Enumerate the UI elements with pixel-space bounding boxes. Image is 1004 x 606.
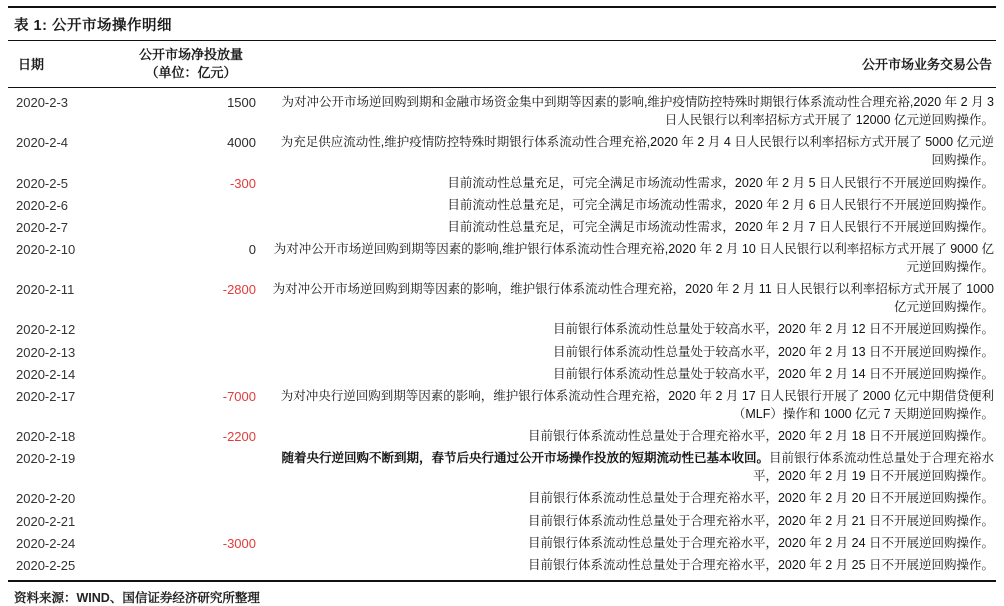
table-title: 表 1: 公开市场操作明细 bbox=[14, 18, 172, 34]
table-row bbox=[8, 318, 996, 340]
net-injection-cell bbox=[122, 218, 256, 220]
announcement-text: 为对冲公开市场逆回购到期和金融市场资金集中到期等因素的影响,维护疫情防控特殊时期银行体系流动性合理充裕,2020 年 2 月 3 日人民银行以利率招标方式开展了 12000 亿元逆回购操作。 bbox=[281, 95, 994, 128]
net-injection-cell bbox=[122, 556, 256, 558]
table-row bbox=[8, 510, 996, 532]
announcement-cell bbox=[270, 387, 996, 423]
table-row bbox=[8, 216, 996, 238]
table-row bbox=[8, 278, 996, 318]
announcement-cell bbox=[270, 174, 996, 192]
table-row bbox=[8, 363, 996, 385]
net-injection-cell bbox=[122, 196, 256, 198]
table-row bbox=[8, 532, 996, 554]
announcement-cell bbox=[270, 365, 996, 383]
announcement-cell bbox=[270, 534, 996, 552]
announcement-cell bbox=[270, 512, 996, 530]
announcement-cell bbox=[270, 320, 996, 338]
date-cell: 2020-2-25 bbox=[16, 557, 76, 573]
table-body bbox=[8, 88, 996, 576]
announcement-text: 目前银行体系流动性总量处于较高水平，2020 年 2 月 14 日不开展逆回购操作。 bbox=[552, 366, 994, 381]
table-row bbox=[8, 447, 996, 487]
table-row bbox=[8, 385, 996, 425]
announcement-cell bbox=[270, 133, 996, 169]
date-cell: 2020-2-17 bbox=[16, 388, 76, 404]
date-cell: 2020-2-6 bbox=[16, 197, 69, 213]
announcement-text: 目前流动性总量充足，可完全满足市场流动性需求，2020 年 2 月 7 日人民银行不开展逆回购操作。 bbox=[447, 219, 994, 234]
net-injection-cell bbox=[122, 449, 256, 451]
column-header-net-line1: 公开市场净投放量 bbox=[138, 47, 243, 62]
net-injection-cell: 1500 bbox=[227, 95, 256, 111]
net-injection-cell bbox=[122, 365, 256, 367]
date-cell: 2020-2-10 bbox=[16, 241, 76, 257]
announcement-text: 目前银行体系流动性总量处于合理充裕水平，2020 年 2 月 25 日不开展逆回购操作。 bbox=[527, 557, 994, 572]
table-row bbox=[8, 554, 996, 576]
date-cell: 2020-2-11 bbox=[16, 282, 75, 298]
date-cell: 2020-2-24 bbox=[16, 535, 76, 551]
announcement-cell bbox=[270, 343, 996, 361]
announcement-cell bbox=[270, 218, 996, 236]
net-injection-cell bbox=[122, 343, 256, 345]
column-header-date: 日期 bbox=[18, 57, 45, 73]
announcement-text: 为对冲央行逆回购到期等因素的影响，维护银行体系流动性合理充裕，2020 年 2 月 17 日人民银行开展了 2000 亿元中期借贷便利（MLF）操作和 1000 亿元 7 天期逆回购操作。 bbox=[280, 388, 994, 421]
announcement-text: 目前银行体系流动性总量处于合理充裕水平，2020 年 2 月 20 日不开展逆回购操作。 bbox=[527, 491, 994, 506]
date-cell: 2020-2-20 bbox=[16, 491, 76, 507]
announcement-text: 目前银行体系流动性总量处于较高水平，2020 年 2 月 12 日不开展逆回购操作。 bbox=[552, 322, 994, 337]
table-row bbox=[8, 487, 996, 509]
announcement-text: 目前银行体系流动性总量处于较高水平，2020 年 2 月 13 日不开展逆回购操作。 bbox=[552, 344, 994, 359]
net-injection-cell: -7000 bbox=[222, 388, 256, 404]
date-cell: 2020-2-21 bbox=[16, 513, 76, 529]
net-injection-cell: -2800 bbox=[222, 282, 256, 298]
announcement-text: 为充足供应流动性,维护疫情防控特殊时期银行体系流动性合理充裕,2020 年 2 月 4 日人民银行以利率招标方式开展了 5000 亿元逆回购操作。 bbox=[280, 135, 994, 168]
announcement-text: 目前银行体系流动性总量处于合理充裕水平，2020 年 2 月 21 日不开展逆回购操作。 bbox=[527, 513, 994, 528]
net-injection-cell bbox=[122, 489, 256, 491]
announcement-text: 目前银行体系流动性总量处于合理充裕水平，2020 年 2 月 18 日不开展逆回购操作。 bbox=[527, 429, 994, 444]
date-cell: 2020-2-5 bbox=[16, 175, 69, 191]
date-cell: 2020-2-4 bbox=[16, 135, 69, 151]
announcement-text: 目前流动性总量充足，可完全满足市场流动性需求，2020 年 2 月 5 日人民银行不开展逆回购操作。 bbox=[447, 175, 994, 190]
table-row bbox=[8, 238, 996, 278]
net-injection-cell: 0 bbox=[248, 241, 256, 257]
net-injection-cell: 4000 bbox=[227, 135, 256, 151]
table-row bbox=[8, 91, 996, 131]
net-injection-cell: -300 bbox=[229, 175, 256, 191]
table-header-row bbox=[8, 41, 996, 88]
table-title-bar bbox=[8, 8, 996, 40]
table-row bbox=[8, 194, 996, 216]
announcement-text: 目前银行体系流动性总量处于合理充裕水平，2020 年 2 月 19 日不开展逆回购操作。 bbox=[752, 451, 994, 484]
net-injection-cell bbox=[122, 512, 256, 514]
announcement-text: 目前流动性总量充足，可完全满足市场流动性需求，2020 年 2 月 6 日人民银行不开展逆回购操作。 bbox=[447, 197, 994, 212]
source-note: 资料来源：WIND、国信证券经济研究所整理 bbox=[14, 590, 260, 605]
date-cell: 2020-2-13 bbox=[16, 344, 76, 360]
table-row bbox=[8, 341, 996, 363]
announcement-text: 目前银行体系流动性总量处于合理充裕水平，2020 年 2 月 24 日不开展逆回购操作。 bbox=[527, 535, 994, 550]
date-cell: 2020-2-18 bbox=[16, 429, 76, 445]
column-header-announcement: 公开市场业务交易公告 bbox=[861, 57, 992, 73]
announcement-text: 为对冲公开市场逆回购到期等因素的影响，维护银行体系流动性合理充裕，2020 年 2 月 11 日人民银行以利率招标方式开展了 1000 亿元逆回购操作。 bbox=[272, 282, 994, 315]
date-cell: 2020-2-14 bbox=[16, 366, 76, 382]
announcement-bold-text: 随着央行逆回购不断到期，春节后央行通过公开市场操作投放的短期流动性已基本收回。 bbox=[281, 451, 769, 466]
announcement-cell bbox=[270, 489, 996, 507]
date-cell: 2020-2-7 bbox=[16, 219, 69, 235]
date-cell: 2020-2-19 bbox=[16, 451, 76, 467]
announcement-cell bbox=[270, 240, 996, 276]
net-injection-cell: -2200 bbox=[222, 429, 256, 445]
announcement-cell bbox=[270, 556, 996, 574]
announcement-text: 为对冲公开市场逆回购到期等因素的影响,维护银行体系流动性合理充裕,2020 年 2 月 10 日人民银行以利率招标方式开展了 9000 亿元逆回购操作。 bbox=[273, 241, 994, 275]
announcement-cell bbox=[270, 93, 996, 129]
date-cell: 2020-2-3 bbox=[16, 95, 69, 111]
announcement-cell bbox=[270, 449, 996, 485]
table-row bbox=[8, 172, 996, 194]
column-header-net-line2: （单位：亿元） bbox=[145, 64, 237, 80]
announcement-cell bbox=[270, 280, 996, 316]
announcement-cell bbox=[270, 427, 996, 445]
column-header-net-injection bbox=[124, 46, 258, 81]
announcement-cell bbox=[270, 196, 996, 214]
net-injection-cell bbox=[122, 320, 256, 322]
net-injection-cell: -3000 bbox=[222, 535, 256, 551]
date-cell: 2020-2-12 bbox=[16, 322, 76, 338]
table-row bbox=[8, 425, 996, 447]
table-row bbox=[8, 131, 996, 171]
